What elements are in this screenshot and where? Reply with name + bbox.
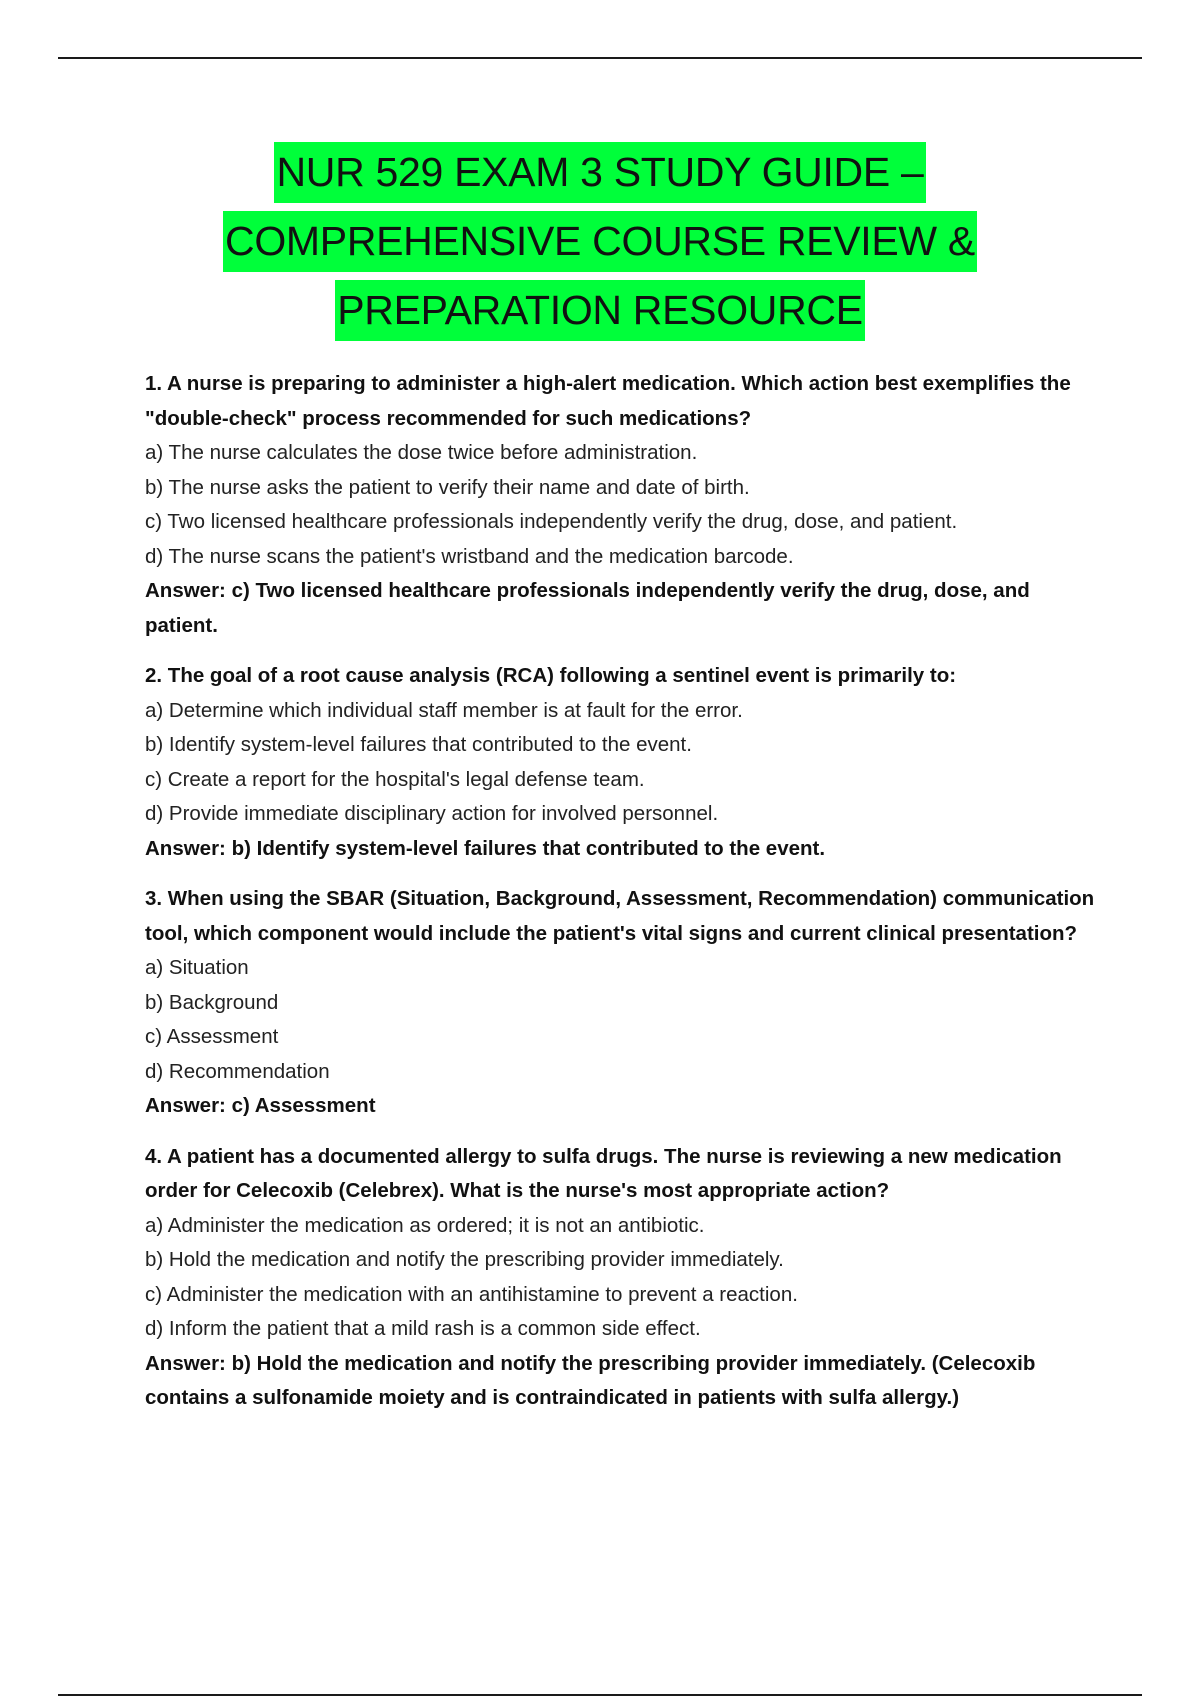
option-a: a) The nurse calculates the dose twice before administration. <box>145 441 698 464</box>
title-line-2: COMPREHENSIVE COURSE REVIEW & <box>223 211 977 272</box>
answer-text: Answer: c) Two licensed healthcare professionals independently verify the drug, dose, and patient. <box>145 579 1030 637</box>
answer-text: Answer: b) Identify system-level failures that contributed to the event. <box>145 836 826 860</box>
option-b: b) Background <box>145 990 279 1014</box>
question-text: 3. When using the SBAR (Situation, Background, Assessment, Recommendation) communication tool, which component would include the patient's vital signs and current clinical presentation? <box>145 887 1095 945</box>
question-4 <box>145 1140 1105 1416</box>
bottom-rule <box>58 1694 1142 1696</box>
option-c: c) Administer the medication with an antihistamine to prevent a reaction. <box>145 1282 798 1306</box>
answer-text: Answer: c) Assessment <box>145 1094 376 1117</box>
option-c: c) Two licensed healthcare professionals independently verify the drug, dose, and patient. <box>145 510 958 533</box>
option-d: d) Recommendation <box>145 1059 330 1083</box>
option-b: b) The nurse asks the patient to verify their name and date of birth. <box>145 475 750 499</box>
document-title <box>0 142 1200 349</box>
question-text: 4. A patient has a documented allergy to sulfa drugs. The nurse is reviewing a new medication order for Celecoxib (Celebrex). What is the nurse's most appropriate action? <box>145 1144 1062 1202</box>
question-2 <box>145 659 1105 866</box>
option-a: a) Situation <box>145 956 249 979</box>
option-a: a) Determine which individual staff member is at fault for the error. <box>145 698 743 722</box>
option-b: b) Identify system-level failures that contributed to the event. <box>145 733 692 756</box>
option-c: c) Create a report for the hospital's legal defense team. <box>145 767 645 791</box>
question-3 <box>145 882 1105 1124</box>
option-d: d) The nurse scans the patient's wristband and the medication barcode. <box>145 544 794 568</box>
question-list <box>145 367 1105 1432</box>
option-c: c) Assessment <box>145 1025 279 1048</box>
title-line-1: NUR 529 EXAM 3 STUDY GUIDE – <box>274 142 925 203</box>
option-d: d) Inform the patient that a mild rash is a common side effect. <box>145 1317 701 1340</box>
answer-text: Answer: b) Hold the medication and notify the prescribing provider immediately. (Celecoxib contains a sulfonamide moiety and is contraindicated in patients with sulfa allergy.) <box>145 1351 1036 1409</box>
title-line-3: PREPARATION RESOURCE <box>335 280 865 341</box>
top-rule <box>58 57 1142 59</box>
option-a: a) Administer the medication as ordered; it is not an antibiotic. <box>145 1213 705 1237</box>
option-d: d) Provide immediate disciplinary action for involved personnel. <box>145 802 719 825</box>
question-text: 1. A nurse is preparing to administer a high-alert medication. Which action best exemplifies the "double-check" process recommended for such medications? <box>145 372 1071 430</box>
question-text: 2. The goal of a root cause analysis (RCA) following a sentinel event is primarily to: <box>145 664 957 687</box>
option-b: b) Hold the medication and notify the prescribing provider immediately. <box>145 1248 784 1271</box>
question-1 <box>145 367 1105 643</box>
